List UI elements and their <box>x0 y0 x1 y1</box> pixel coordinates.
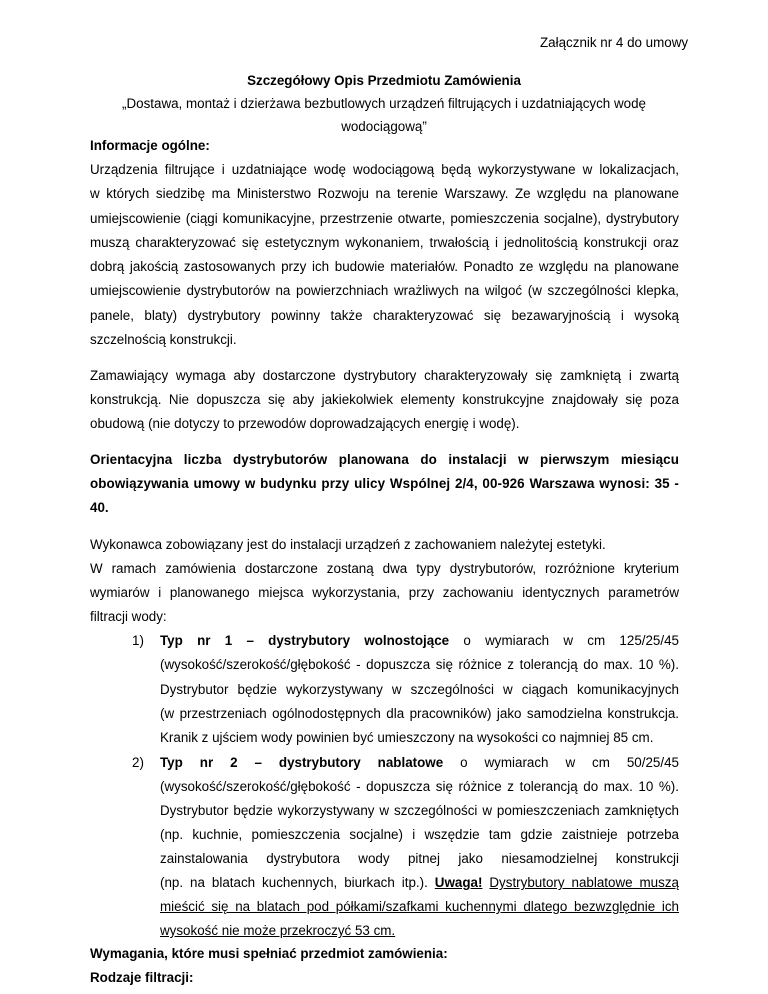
general-paragraph-1-line: dobrą jakością zastosowanych przy ich budowie materiałów. Ponadto ze względu na planowane <box>90 259 679 274</box>
type-1-name: Typ nr 1 – dystrybutory wolnostojące <box>160 633 450 648</box>
type-1-heading <box>160 633 679 649</box>
type-2-line: (np. kuchnie, pomieszczenia socjalne) i wszędzie tam gdzie zaistnieje potrzeba <box>160 827 679 842</box>
general-paragraph-4-line: W ramach zamówienia dostarczone zostaną dwa typy dystrybutorów, rozróżnione kryterium <box>90 561 679 576</box>
list-item-number: 1) <box>132 633 144 648</box>
installation-count-line: obowiązywania umowy w budynku przy ulicy Wspólnej 2/4, 00-926 Warszawa wynosi: 35 - <box>90 476 679 491</box>
warning-text-line: mieścić się na blatach pod półkami/szafkami kuchennymi dlatego bezwzględnie ich <box>160 899 679 914</box>
type-2-dimensions: o wymiarach w cm 50/25/45 <box>460 755 679 770</box>
type-1-line: (w przestrzeniach ogólnodostępnych dla pracowników) jako samodzielna konstrukcja. <box>160 706 679 721</box>
general-paragraph-1-line: w których siedzibę ma Ministerstwo Rozwoju na terenie Warszawy. Ze względu na planowane <box>90 186 679 201</box>
filtration-types-heading: Rodzaje filtracji: <box>90 970 194 985</box>
annex-label: Załącznik nr 4 do umowy <box>540 35 689 50</box>
type-2-line: (wysokość/szerokość/głębokość - dopuszcza się różnice z tolerancją do max. 10 %). <box>160 779 679 794</box>
general-paragraph-1-line: umiejscowienie dystrybutorów na powierzchniach wrażliwych na wilgoć (w szczególności klepka, <box>90 283 679 298</box>
warning-label: Uwaga! <box>434 875 483 890</box>
document-subtitle-line-1: „Dostawa, montaż i dzierżawa bezbutlowych urządzeń filtrujących i uzdatniających wodę <box>122 96 646 111</box>
general-paragraph-2-line: Zamawiający wymaga aby dostarczone dystrybutory charakteryzowały się zamkniętą i zwartą <box>90 368 679 383</box>
general-paragraph-4-line: Wykonawca zobowiązany jest do instalacji urządzeń z zachowaniem należytej estetyki. <box>90 537 606 552</box>
requirements-heading: Wymagania, które musi spełniać przedmiot zamówienia: <box>90 946 448 961</box>
general-paragraph-1-line: muszą charakteryzować się estetycznym wykonaniem, trwałością i jednolitością konstrukcji oraz <box>90 235 679 250</box>
general-info-heading: Informacje ogólne: <box>90 138 210 153</box>
warning-text: Dystrybutory nablatowe muszą <box>489 875 679 890</box>
type-2-name: Typ nr 2 – dystrybutory nablatowe <box>160 755 444 770</box>
general-paragraph-1-line: szczelnością konstrukcji. <box>90 332 237 347</box>
warning-text-line: wysokość nie może przekroczyć 53 cm. <box>160 923 396 938</box>
general-paragraph-1-line: panele, blaty) dystrybutory powinny także charakteryzować się bezawaryjnością i wysoką <box>90 308 679 323</box>
document-subtitle-line-2: wodociągową” <box>341 119 427 134</box>
type-1-line: Dystrybutor będzie wykorzystywany w szczególności w ciągach komunikacyjnych <box>160 682 679 697</box>
type-2-line: Dystrybutor będzie wykorzystywany w szczególności w pomieszczeniach zamkniętych <box>160 803 679 818</box>
general-paragraph-2-line: konstrukcją. Nie dopuszcza się aby jakiekolwiek elementy konstrukcyjne znajdowały się poza <box>90 392 679 407</box>
document-title: Szczegółowy Opis Przedmiotu Zamówienia <box>247 73 521 88</box>
installation-count-line: Orientacyjna liczba dystrybutorów planowana do instalacji w pierwszym miesiącu <box>90 452 679 467</box>
type-2-line: zainstalowania dystrybutora wody pitnej jako niesamodzielnej konstrukcji <box>160 851 679 866</box>
general-paragraph-4-line: filtracji wody: <box>90 609 167 624</box>
type-2-heading <box>160 755 679 771</box>
type-2-warning-line <box>160 875 679 891</box>
general-paragraph-1-line: umiejscowienie (ciągi komunikacyjne, przestrzenie otwarte, pomieszczenia socjalne), dystrybutory <box>90 211 679 226</box>
installation-count-line: 40. <box>90 500 109 515</box>
type-1-line: Kranik z ujściem wody powinien być umieszczony na wysokości co najmniej 85 cm. <box>160 730 654 745</box>
type-2-example-text: (np. na blatach kuchennych, biurkach itp.). <box>160 875 428 890</box>
general-paragraph-4-line: wymiarów i planowanego miejsca wykorzystania, przy zachowaniu identycznych parametrów <box>90 585 679 600</box>
general-paragraph-1-line: Urządzenia filtrujące i uzdatniające wodę wodociągową będą wykorzystywane w lokalizacjach, <box>90 162 679 177</box>
list-item-number: 2) <box>132 755 144 770</box>
general-paragraph-2-line: obudową (nie dotyczy to przewodów doprowadzających energię i wodę). <box>90 416 520 431</box>
type-1-dimensions: o wymiarach w cm 125/25/45 <box>463 633 679 648</box>
type-1-line: (wysokość/szerokość/głębokość - dopuszcza się różnice z tolerancją do max. 10 %). <box>160 657 679 672</box>
